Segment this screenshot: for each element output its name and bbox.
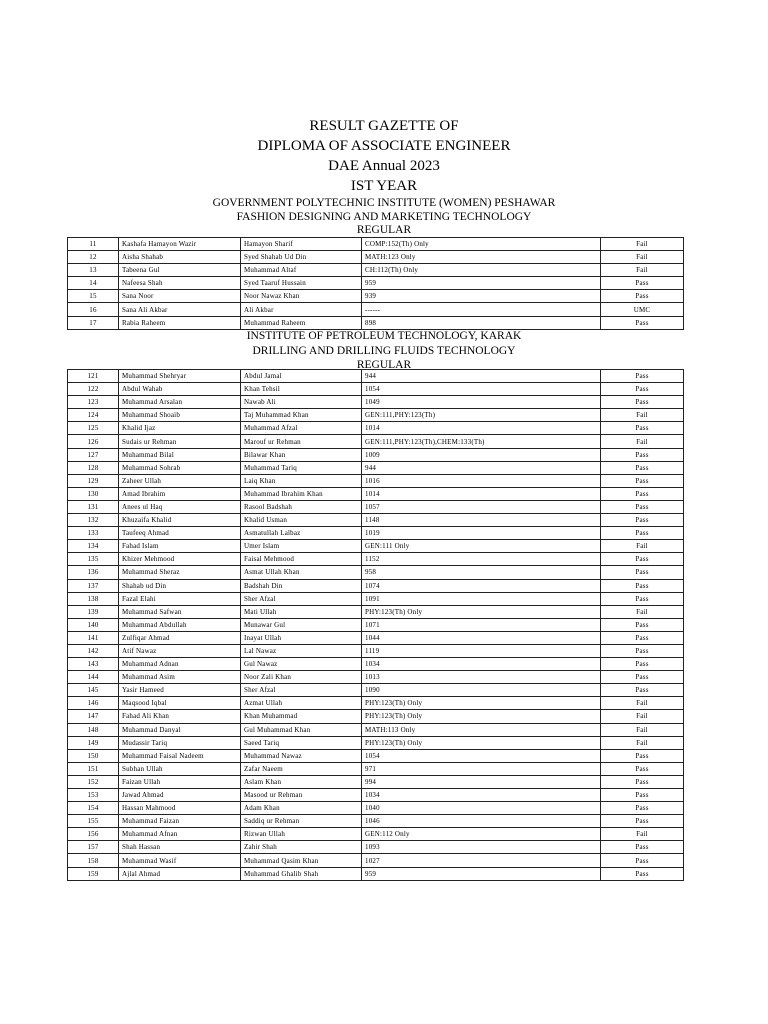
table-row xyxy=(68,264,684,277)
serial-number-cell: 150 xyxy=(68,749,119,762)
father-name-cell: Ali Akbar xyxy=(241,303,362,316)
table-row xyxy=(68,409,684,422)
father-name-cell: Muhammad Qasim Khan xyxy=(241,854,362,867)
student-name-cell: Muhammad Abdullah xyxy=(119,618,241,631)
results-table-1 xyxy=(67,237,684,330)
table-row xyxy=(68,540,684,553)
father-name-cell: Gul Muhammad Khan xyxy=(241,723,362,736)
result-status-cell: Fail xyxy=(601,697,684,710)
result-status-cell: Pass xyxy=(601,592,684,605)
result-status-cell: Pass xyxy=(601,867,684,880)
student-name-cell: Shah Hassan xyxy=(119,841,241,854)
serial-number-cell: 12 xyxy=(68,251,119,264)
result-status-cell: Pass xyxy=(601,277,684,290)
result-status-cell: Pass xyxy=(601,514,684,527)
result-status-cell: Fail xyxy=(601,828,684,841)
marks-or-subjects-cell: 944 xyxy=(362,370,601,383)
serial-number-cell: 121 xyxy=(68,370,119,383)
result-status-cell: Pass xyxy=(601,527,684,540)
marks-or-subjects-cell: GEN:111 Only xyxy=(362,540,601,553)
table-row xyxy=(68,828,684,841)
serial-number-cell: 153 xyxy=(68,789,119,802)
diploma-title: DIPLOMA OF ASSOCIATE ENGINEER xyxy=(257,138,511,154)
student-name-cell: Muhammad Sohrab xyxy=(119,461,241,474)
result-status-cell: Pass xyxy=(601,579,684,592)
table-row xyxy=(68,815,684,828)
student-name-cell: Abdul Wahab xyxy=(119,383,241,396)
marks-or-subjects-cell: 1119 xyxy=(362,644,601,657)
result-status-cell: Pass xyxy=(601,775,684,788)
student-name-cell: Muhammad Shehryar xyxy=(119,370,241,383)
father-name-cell: Rizwan Ullah xyxy=(241,828,362,841)
marks-or-subjects-cell: ------ xyxy=(362,303,601,316)
marks-or-subjects-cell: MATH:123 Only xyxy=(362,251,601,264)
serial-number-cell: 139 xyxy=(68,605,119,618)
serial-number-cell: 145 xyxy=(68,684,119,697)
table-row xyxy=(68,854,684,867)
student-name-cell: Muhammad Safwan xyxy=(119,605,241,618)
student-name-cell: Hassan Mahmood xyxy=(119,802,241,815)
father-name-cell: Gul Nawaz xyxy=(241,658,362,671)
father-name-cell: Badshah Din xyxy=(241,579,362,592)
father-name-cell: Khalid Usman xyxy=(241,514,362,527)
serial-number-cell: 159 xyxy=(68,867,119,880)
table-row xyxy=(68,316,684,329)
serial-number-cell: 152 xyxy=(68,775,119,788)
serial-number-cell: 151 xyxy=(68,762,119,775)
table-row xyxy=(68,566,684,579)
father-name-cell: Muhammad Ghalib Shah xyxy=(241,867,362,880)
serial-number-cell: 128 xyxy=(68,461,119,474)
table-row xyxy=(68,487,684,500)
result-status-cell: Pass xyxy=(601,448,684,461)
result-status-cell: Fail xyxy=(601,238,684,251)
marks-or-subjects-cell: 958 xyxy=(362,566,601,579)
student-name-cell: Khalid Ijaz xyxy=(119,422,241,435)
serial-number-cell: 149 xyxy=(68,736,119,749)
student-name-cell: Fahad Islam xyxy=(119,540,241,553)
father-name-cell: Zahir Shah xyxy=(241,841,362,854)
serial-number-cell: 135 xyxy=(68,553,119,566)
serial-number-cell: 131 xyxy=(68,500,119,513)
father-name-cell: Lal Nawaz xyxy=(241,644,362,657)
table-row xyxy=(68,867,684,880)
table-row xyxy=(68,749,684,762)
exam-title: DAE Annual 2023 xyxy=(328,158,440,174)
father-name-cell: Taj Muhammad Khan xyxy=(241,409,362,422)
serial-number-cell: 144 xyxy=(68,671,119,684)
father-name-cell: Mati Ullah xyxy=(241,605,362,618)
marks-or-subjects-cell: 1027 xyxy=(362,854,601,867)
result-status-cell: Fail xyxy=(601,264,684,277)
father-name-cell: Nawab Ali xyxy=(241,396,362,409)
father-name-cell: Faisal Mehmood xyxy=(241,553,362,566)
marks-or-subjects-cell: 1093 xyxy=(362,841,601,854)
serial-number-cell: 137 xyxy=(68,579,119,592)
marks-or-subjects-cell: 1013 xyxy=(362,671,601,684)
marks-or-subjects-cell: 959 xyxy=(362,277,601,290)
table-row xyxy=(68,422,684,435)
table-row xyxy=(68,290,684,303)
result-status-cell: Fail xyxy=(601,540,684,553)
father-name-cell: Noor Zali Khan xyxy=(241,671,362,684)
student-name-cell: Faizan Ullah xyxy=(119,775,241,788)
student-name-cell: Muhammad Bilal xyxy=(119,448,241,461)
student-name-cell: Aisha Shahab xyxy=(119,251,241,264)
student-name-cell: Kashafa Hamayon Wazir xyxy=(119,238,241,251)
result-status-cell: Fail xyxy=(601,710,684,723)
father-name-cell: Sher Afzal xyxy=(241,684,362,697)
result-status-cell: Fail xyxy=(601,723,684,736)
marks-or-subjects-cell: GEN:111,PHY:123(Th) xyxy=(362,409,601,422)
table-row xyxy=(68,592,684,605)
serial-number-cell: 16 xyxy=(68,303,119,316)
results-table-2 xyxy=(67,369,684,881)
institute-name-1: GOVERNMENT POLYTECHNIC INSTITUTE (WOMEN) PESHAWAR xyxy=(212,197,556,209)
student-name-cell: Muhammad Afnan xyxy=(119,828,241,841)
table-row xyxy=(68,277,684,290)
table-row xyxy=(68,723,684,736)
father-name-cell: Rasool Badshah xyxy=(241,500,362,513)
serial-number-cell: 11 xyxy=(68,238,119,251)
serial-number-cell: 132 xyxy=(68,514,119,527)
table-row xyxy=(68,238,684,251)
table-row xyxy=(68,448,684,461)
student-name-cell: Fazal Elahi xyxy=(119,592,241,605)
student-name-cell: Muhammad Danyal xyxy=(119,723,241,736)
serial-number-cell: 130 xyxy=(68,487,119,500)
table-row xyxy=(68,658,684,671)
table-row xyxy=(68,579,684,592)
serial-number-cell: 142 xyxy=(68,644,119,657)
table-row xyxy=(68,762,684,775)
marks-or-subjects-cell: 1044 xyxy=(362,631,601,644)
father-name-cell: Laiq Khan xyxy=(241,474,362,487)
category-label-1: REGULAR xyxy=(356,224,412,236)
table-row xyxy=(68,500,684,513)
category-label-2: REGULAR xyxy=(356,359,412,371)
father-name-cell: Asmat Ullah Khan xyxy=(241,566,362,579)
marks-or-subjects-cell: GEN:112 Only xyxy=(362,828,601,841)
student-name-cell: Muhammad Faizan xyxy=(119,815,241,828)
father-name-cell: Marouf ur Rehman xyxy=(241,435,362,448)
result-status-cell: Pass xyxy=(601,461,684,474)
result-status-cell: Pass xyxy=(601,802,684,815)
technology-name-1: FASHION DESIGNING AND MARKETING TECHNOLOGY xyxy=(236,211,532,223)
table-row xyxy=(68,553,684,566)
father-name-cell: Aslam Khan xyxy=(241,775,362,788)
marks-or-subjects-cell: 1014 xyxy=(362,487,601,500)
student-name-cell: Rabia Raheem xyxy=(119,316,241,329)
father-name-cell: Munawar Gul xyxy=(241,618,362,631)
result-status-cell: Pass xyxy=(601,383,684,396)
student-name-cell: Maqsood Iqbal xyxy=(119,697,241,710)
serial-number-cell: 134 xyxy=(68,540,119,553)
marks-or-subjects-cell: 971 xyxy=(362,762,601,775)
father-name-cell: Muhammad Raheem xyxy=(241,316,362,329)
table-row xyxy=(68,383,684,396)
marks-or-subjects-cell: CH:112(Th) Only xyxy=(362,264,601,277)
student-name-cell: Nafeesa Shah xyxy=(119,277,241,290)
marks-or-subjects-cell: MATH:113 Only xyxy=(362,723,601,736)
table-row xyxy=(68,474,684,487)
table-row xyxy=(68,671,684,684)
marks-or-subjects-cell: PHY:123(Th) Only xyxy=(362,697,601,710)
marks-or-subjects-cell: 1009 xyxy=(362,448,601,461)
serial-number-cell: 125 xyxy=(68,422,119,435)
marks-or-subjects-cell: 1034 xyxy=(362,789,601,802)
table-row xyxy=(68,396,684,409)
father-name-cell: Muhammad Afzal xyxy=(241,422,362,435)
result-status-cell: Pass xyxy=(601,684,684,697)
student-name-cell: Zulfiqar Ahmad xyxy=(119,631,241,644)
result-status-cell: UMC xyxy=(601,303,684,316)
table-row xyxy=(68,710,684,723)
student-name-cell: Mudassir Tariq xyxy=(119,736,241,749)
marks-or-subjects-cell: 1090 xyxy=(362,684,601,697)
father-name-cell: Syed Taaruf Hussain xyxy=(241,277,362,290)
father-name-cell: Muhammad Ibrahim Khan xyxy=(241,487,362,500)
table-row xyxy=(68,841,684,854)
table-row xyxy=(68,461,684,474)
father-name-cell: Noor Nawaz Khan xyxy=(241,290,362,303)
student-name-cell: Yasir Hameed xyxy=(119,684,241,697)
student-name-cell: Khuzaifa Khalid xyxy=(119,514,241,527)
serial-number-cell: 136 xyxy=(68,566,119,579)
serial-number-cell: 124 xyxy=(68,409,119,422)
table-row xyxy=(68,789,684,802)
serial-number-cell: 17 xyxy=(68,316,119,329)
father-name-cell: Adam Khan xyxy=(241,802,362,815)
marks-or-subjects-cell: 898 xyxy=(362,316,601,329)
marks-or-subjects-cell: 1014 xyxy=(362,422,601,435)
serial-number-cell: 15 xyxy=(68,290,119,303)
table-row xyxy=(68,527,684,540)
serial-number-cell: 157 xyxy=(68,841,119,854)
father-name-cell: Inayat Ullah xyxy=(241,631,362,644)
student-name-cell: Sudais ur Rehman xyxy=(119,435,241,448)
marks-or-subjects-cell: 1049 xyxy=(362,396,601,409)
student-name-cell: Muhammad Wasif xyxy=(119,854,241,867)
father-name-cell: Masood ur Rehman xyxy=(241,789,362,802)
year-title: IST YEAR xyxy=(350,178,418,194)
father-name-cell: Saddiq ur Rehman xyxy=(241,815,362,828)
table-row xyxy=(68,631,684,644)
student-name-cell: Ajlal Ahmad xyxy=(119,867,241,880)
father-name-cell: Muhammad Nawaz xyxy=(241,749,362,762)
marks-or-subjects-cell: COMP:152(Th) Only xyxy=(362,238,601,251)
table-row xyxy=(68,644,684,657)
institute-name-2: INSTITUTE OF PETROLEUM TECHNOLOGY, KARAK xyxy=(246,330,522,342)
result-status-cell: Pass xyxy=(601,290,684,303)
student-name-cell: Amad Ibrahim xyxy=(119,487,241,500)
father-name-cell: Bilawar Khan xyxy=(241,448,362,461)
serial-number-cell: 138 xyxy=(68,592,119,605)
result-status-cell: Pass xyxy=(601,370,684,383)
serial-number-cell: 158 xyxy=(68,854,119,867)
serial-number-cell: 156 xyxy=(68,828,119,841)
marks-or-subjects-cell: 959 xyxy=(362,867,601,880)
serial-number-cell: 154 xyxy=(68,802,119,815)
result-status-cell: Pass xyxy=(601,841,684,854)
father-name-cell: Hamayon Sharif xyxy=(241,238,362,251)
result-status-cell: Fail xyxy=(601,251,684,264)
father-name-cell: Muhammad Tariq xyxy=(241,461,362,474)
table-row xyxy=(68,370,684,383)
result-status-cell: Pass xyxy=(601,316,684,329)
serial-number-cell: 143 xyxy=(68,658,119,671)
marks-or-subjects-cell: 1040 xyxy=(362,802,601,815)
result-status-cell: Pass xyxy=(601,618,684,631)
student-name-cell: Muhammad Arsalan xyxy=(119,396,241,409)
father-name-cell: Khan Muhammad xyxy=(241,710,362,723)
marks-or-subjects-cell: GEN:111,PHY:123(Th),CHEM:133(Th) xyxy=(362,435,601,448)
marks-or-subjects-cell: 1152 xyxy=(362,553,601,566)
result-status-cell: Pass xyxy=(601,487,684,500)
father-name-cell: Zafar Naeem xyxy=(241,762,362,775)
serial-number-cell: 129 xyxy=(68,474,119,487)
student-name-cell: Shahab ud Din xyxy=(119,579,241,592)
result-status-cell: Pass xyxy=(601,500,684,513)
gazette-title: RESULT GAZETTE OF xyxy=(309,118,459,134)
result-status-cell: Pass xyxy=(601,474,684,487)
serial-number-cell: 140 xyxy=(68,618,119,631)
marks-or-subjects-cell: 1071 xyxy=(362,618,601,631)
result-status-cell: Pass xyxy=(601,644,684,657)
serial-number-cell: 147 xyxy=(68,710,119,723)
student-name-cell: Sana Noor xyxy=(119,290,241,303)
marks-or-subjects-cell: 939 xyxy=(362,290,601,303)
result-status-cell: Pass xyxy=(601,789,684,802)
student-name-cell: Muhammad Asim xyxy=(119,671,241,684)
student-name-cell: Muhammad Shoaib xyxy=(119,409,241,422)
table-row xyxy=(68,303,684,316)
result-status-cell: Pass xyxy=(601,553,684,566)
marks-or-subjects-cell: 1057 xyxy=(362,500,601,513)
result-status-cell: Pass xyxy=(601,671,684,684)
table-row xyxy=(68,618,684,631)
result-status-cell: Pass xyxy=(601,422,684,435)
student-name-cell: Taufeeq Ahmad xyxy=(119,527,241,540)
table-row xyxy=(68,514,684,527)
serial-number-cell: 141 xyxy=(68,631,119,644)
serial-number-cell: 127 xyxy=(68,448,119,461)
marks-or-subjects-cell: 1074 xyxy=(362,579,601,592)
table-row xyxy=(68,605,684,618)
student-name-cell: Fahad Ali Khan xyxy=(119,710,241,723)
serial-number-cell: 122 xyxy=(68,383,119,396)
serial-number-cell: 123 xyxy=(68,396,119,409)
marks-or-subjects-cell: PHY:123(Th) Only xyxy=(362,710,601,723)
serial-number-cell: 148 xyxy=(68,723,119,736)
serial-number-cell: 13 xyxy=(68,264,119,277)
father-name-cell: Muhammad Altaf xyxy=(241,264,362,277)
student-name-cell: Muhammad Faisal Nadeem xyxy=(119,749,241,762)
marks-or-subjects-cell: 994 xyxy=(362,775,601,788)
student-name-cell: Atif Nawaz xyxy=(119,644,241,657)
student-name-cell: Jawad Ahmad xyxy=(119,789,241,802)
student-name-cell: Anees ul Haq xyxy=(119,500,241,513)
marks-or-subjects-cell: 1046 xyxy=(362,815,601,828)
student-name-cell: Muhammad Adnan xyxy=(119,658,241,671)
table-row xyxy=(68,684,684,697)
result-status-cell: Pass xyxy=(601,658,684,671)
serial-number-cell: 146 xyxy=(68,697,119,710)
result-status-cell: Fail xyxy=(601,605,684,618)
table-row xyxy=(68,736,684,749)
student-name-cell: Tabeena Gul xyxy=(119,264,241,277)
result-status-cell: Fail xyxy=(601,736,684,749)
serial-number-cell: 133 xyxy=(68,527,119,540)
student-name-cell: Sana Ali Akbar xyxy=(119,303,241,316)
result-status-cell: Pass xyxy=(601,566,684,579)
serial-number-cell: 14 xyxy=(68,277,119,290)
marks-or-subjects-cell: PHY:123(Th) Only xyxy=(362,736,601,749)
father-name-cell: Asmatullah Lalbaz xyxy=(241,527,362,540)
technology-name-2: DRILLING AND DRILLING FLUIDS TECHNOLOGY xyxy=(252,345,516,357)
marks-or-subjects-cell: 1148 xyxy=(362,514,601,527)
result-status-cell: Pass xyxy=(601,815,684,828)
father-name-cell: Sher Afzal xyxy=(241,592,362,605)
marks-or-subjects-cell: PHY:123(Th) Only xyxy=(362,605,601,618)
student-name-cell: Muhammad Sheraz xyxy=(119,566,241,579)
marks-or-subjects-cell: 1054 xyxy=(362,749,601,762)
table-row xyxy=(68,251,684,264)
result-status-cell: Pass xyxy=(601,854,684,867)
table-row xyxy=(68,697,684,710)
father-name-cell: Abdul Jamal xyxy=(241,370,362,383)
table-row xyxy=(68,802,684,815)
marks-or-subjects-cell: 1019 xyxy=(362,527,601,540)
student-name-cell: Khizer Mehmood xyxy=(119,553,241,566)
result-status-cell: Fail xyxy=(601,409,684,422)
marks-or-subjects-cell: 1054 xyxy=(362,383,601,396)
student-name-cell: Zaheer Ullah xyxy=(119,474,241,487)
result-status-cell: Pass xyxy=(601,749,684,762)
result-status-cell: Pass xyxy=(601,396,684,409)
result-status-cell: Pass xyxy=(601,762,684,775)
serial-number-cell: 155 xyxy=(68,815,119,828)
table-row xyxy=(68,775,684,788)
father-name-cell: Umer Islam xyxy=(241,540,362,553)
father-name-cell: Saeed Tariq xyxy=(241,736,362,749)
father-name-cell: Khan Tehsil xyxy=(241,383,362,396)
father-name-cell: Azmat Ullah xyxy=(241,697,362,710)
marks-or-subjects-cell: 944 xyxy=(362,461,601,474)
marks-or-subjects-cell: 1016 xyxy=(362,474,601,487)
result-status-cell: Pass xyxy=(601,631,684,644)
result-status-cell: Fail xyxy=(601,435,684,448)
serial-number-cell: 126 xyxy=(68,435,119,448)
marks-or-subjects-cell: 1034 xyxy=(362,658,601,671)
student-name-cell: Subhan Ullah xyxy=(119,762,241,775)
table-row xyxy=(68,435,684,448)
father-name-cell: Syed Shahab Ud Din xyxy=(241,251,362,264)
marks-or-subjects-cell: 1091 xyxy=(362,592,601,605)
